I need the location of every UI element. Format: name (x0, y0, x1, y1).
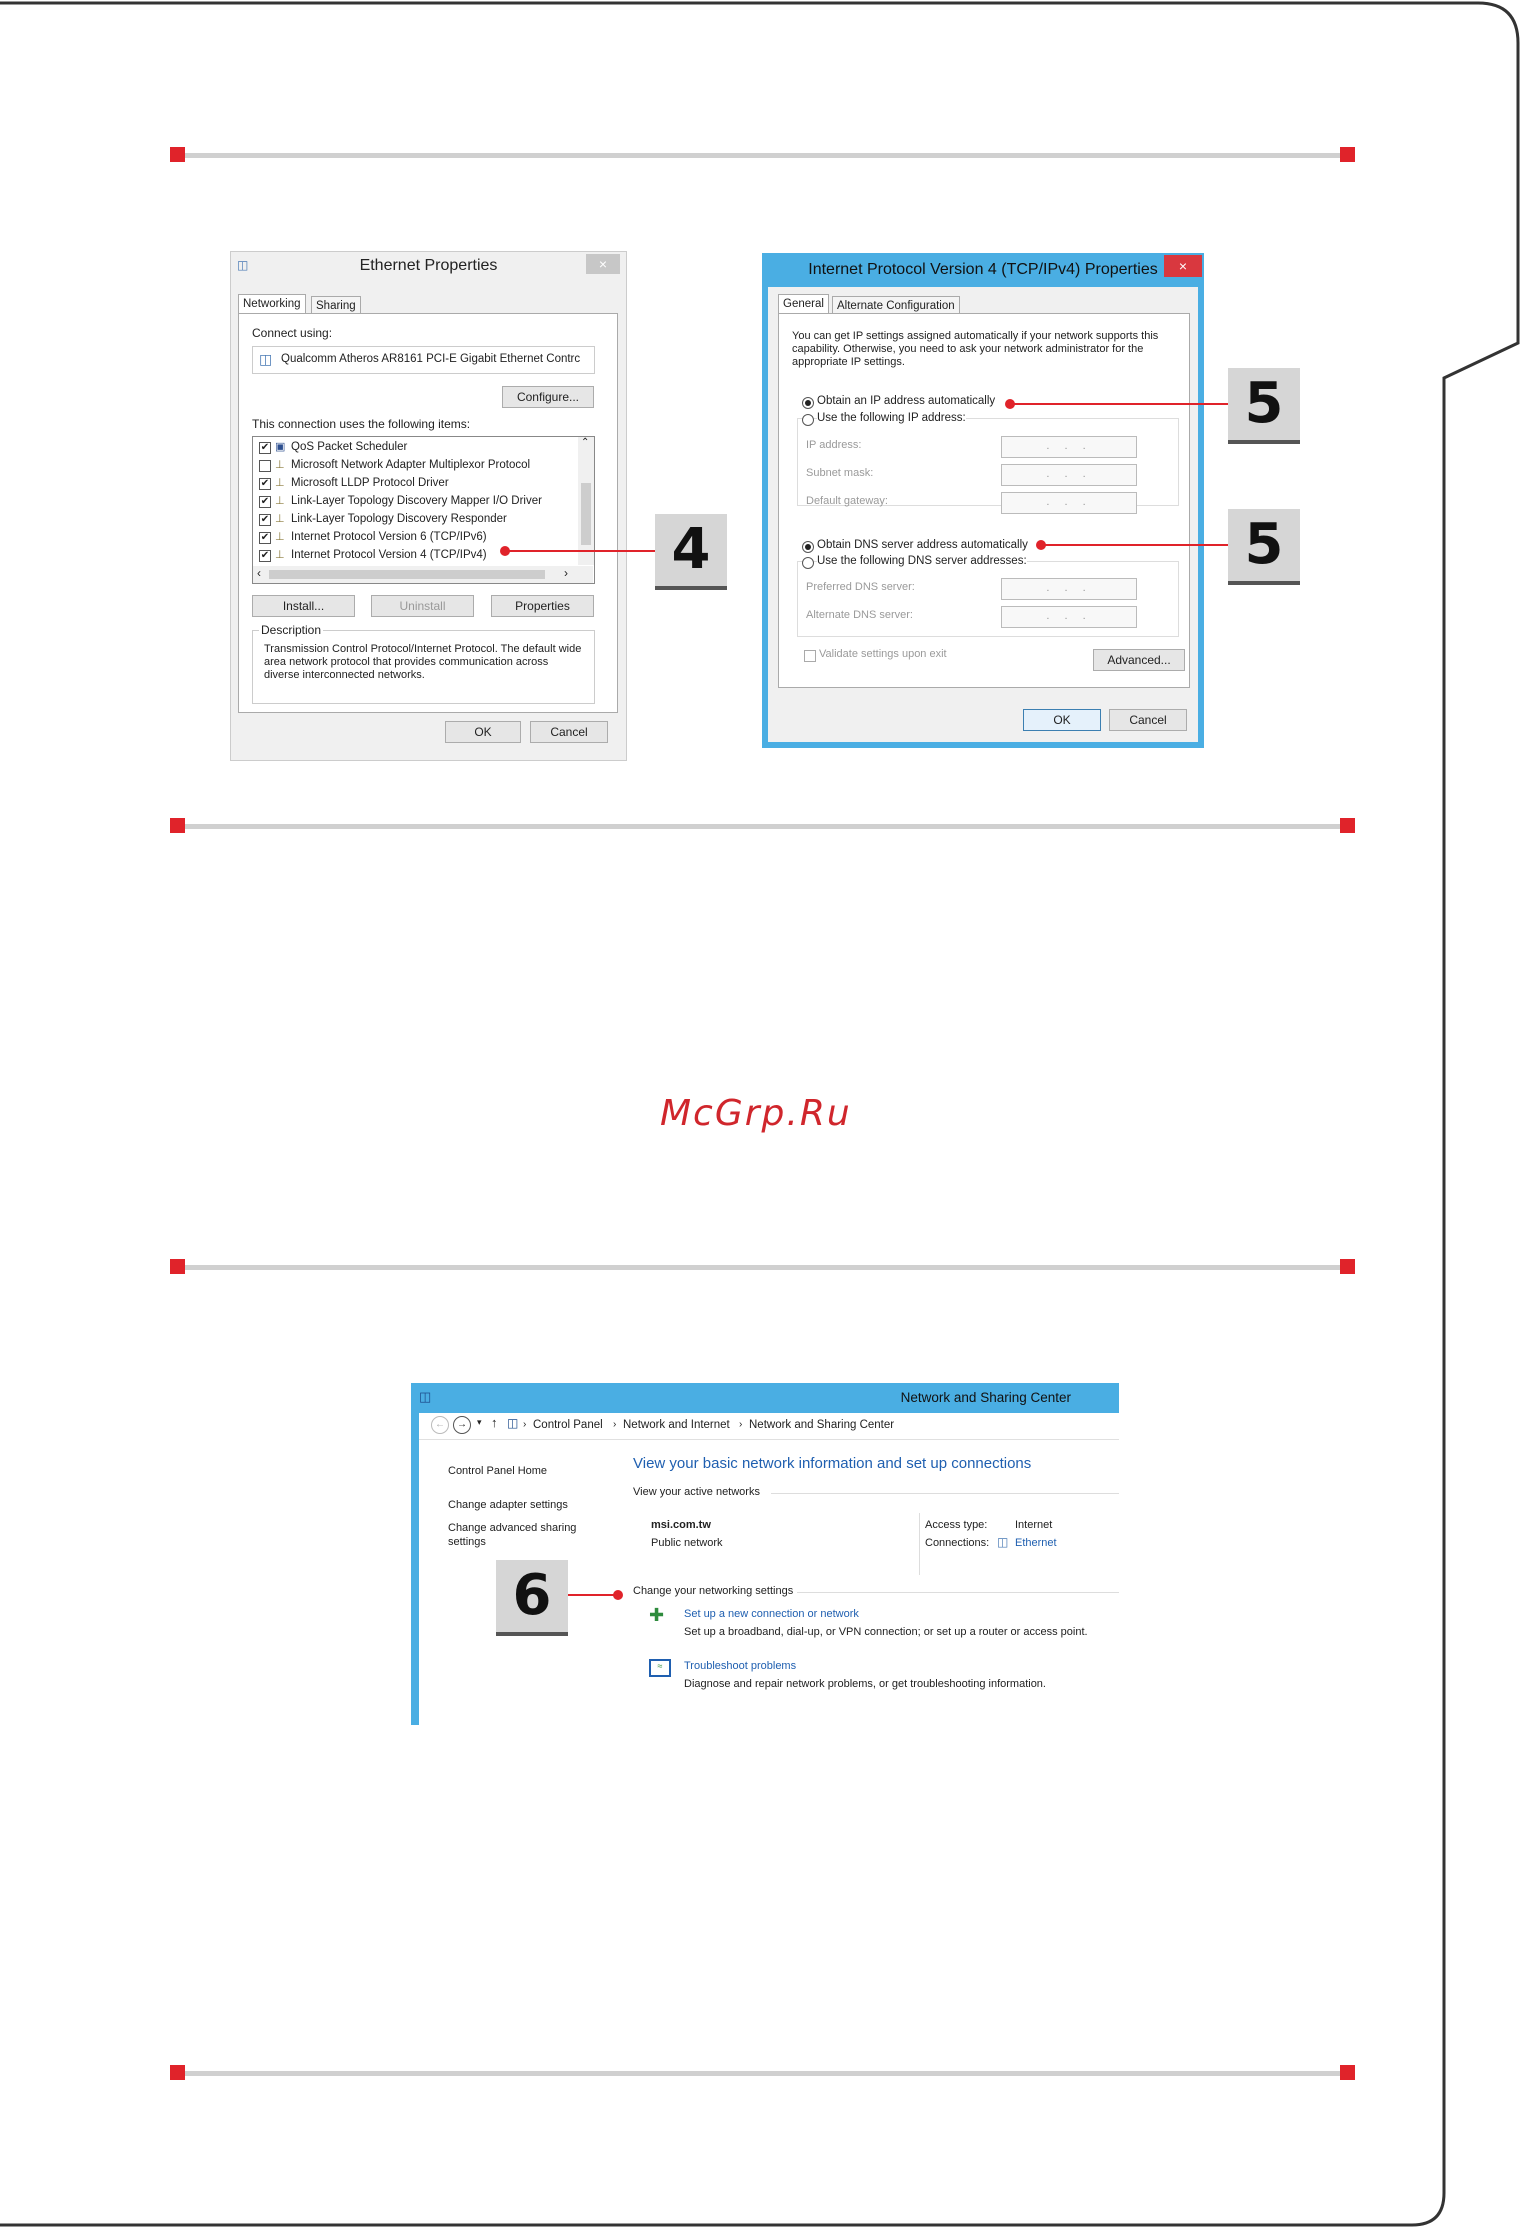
callout-5a-line (1010, 403, 1228, 405)
section-rule-4 (170, 2071, 1355, 2076)
connections-label: Connections: (925, 1537, 990, 1549)
tab-alternate-configuration[interactable]: Alternate Configuration (832, 296, 960, 314)
cancel-button[interactable]: Cancel (1109, 709, 1187, 731)
protocol-icon: ⊥ (275, 531, 285, 543)
ok-button[interactable]: OK (445, 721, 521, 743)
horizontal-scrollbar[interactable] (253, 566, 593, 583)
vertical-divider (919, 1513, 920, 1575)
uninstall-button[interactable]: Uninstall (371, 595, 474, 617)
ethernet-icon: ◫ (997, 1535, 1009, 1549)
access-type-value: Internet (1015, 1519, 1053, 1531)
obtain-dns-auto-label[interactable]: Obtain DNS server address automatically (817, 539, 1028, 551)
ip-address-label: IP address: (806, 439, 862, 451)
close-icon: × (598, 256, 608, 272)
item-label: Microsoft Network Adapter Multiplexor Protocol (291, 459, 531, 471)
breadcrumb-sep-icon: › (523, 1419, 527, 1430)
properties-button[interactable]: Properties (491, 595, 594, 617)
validate-label[interactable]: Validate settings upon exit (819, 648, 947, 660)
list-item[interactable] (253, 529, 573, 547)
up-icon[interactable]: ↑ (491, 1415, 498, 1430)
item-label: Link-Layer Topology Discovery Mapper I/O Driver (291, 495, 542, 507)
setup-connection-link[interactable]: Set up a new connection or network (684, 1608, 859, 1620)
breadcrumb-network-internet[interactable]: Network and Internet (623, 1419, 730, 1431)
close-button[interactable] (586, 254, 620, 274)
use-following-ip-radio[interactable] (802, 414, 814, 426)
network-type[interactable]: Public network (651, 1537, 723, 1549)
default-gateway-label: Default gateway: (806, 495, 888, 507)
item-checkbox[interactable]: ✔ (260, 514, 270, 525)
scroll-up-icon[interactable]: ⌃ (581, 437, 590, 448)
networking-panel (238, 313, 618, 713)
section-rule-1 (170, 153, 1355, 158)
protocol-icon: ⊥ (275, 459, 285, 471)
item-label: QoS Packet Scheduler (291, 441, 408, 453)
network-name: msi.com.tw (651, 1519, 711, 1531)
list-item[interactable] (253, 439, 573, 457)
callout-6-line (568, 1594, 618, 1596)
adapter-name: Qualcomm Atheros AR8161 PCI-E Gigabit Ethernet Contrc (281, 353, 581, 365)
callout-6-dot (613, 1590, 623, 1600)
divider (771, 1493, 1119, 1494)
control-panel-icon: ◫ (507, 1416, 519, 1430)
chevron-down-icon[interactable]: ▾ (477, 1417, 482, 1427)
ethernet-properties-dialog (230, 251, 627, 761)
protocol-icon: ⊥ (275, 549, 285, 561)
preferred-dns-label: Preferred DNS server: (806, 581, 915, 593)
protocol-icon: ⊥ (275, 477, 285, 489)
adapter-box (252, 346, 595, 374)
use-following-dns-radio[interactable] (802, 557, 814, 569)
side-link-advanced-sharing[interactable]: Change advanced sharing settings (448, 1522, 577, 1548)
item-label: Microsoft LLDP Protocol Driver (291, 477, 449, 489)
item-checkbox[interactable]: ✔ (260, 532, 270, 543)
window-title: Network and Sharing Center (900, 1390, 1071, 1405)
breadcrumb-nsc[interactable]: Network and Sharing Center (749, 1419, 895, 1431)
obtain-ip-auto-label[interactable]: Obtain an IP address automatically (817, 395, 996, 407)
item-label: Internet Protocol Version 6 (TCP/IPv6) (291, 531, 487, 543)
change-settings-label: Change your networking settings (633, 1585, 794, 1597)
subnet-mask-field[interactable]: . . . (1001, 464, 1137, 486)
obtain-dns-auto-radio[interactable] (802, 541, 814, 553)
preferred-dns-field[interactable]: . . . (1001, 578, 1137, 600)
callout-5b-line (1041, 544, 1228, 546)
troubleshoot-desc: Diagnose and repair network problems, or get troubleshooting information. (684, 1678, 1046, 1690)
item-checkbox[interactable] (259, 460, 271, 472)
scroll-left-icon[interactable]: ‹ (257, 566, 261, 580)
description-group (252, 623, 595, 704)
item-checkbox[interactable]: ✔ (260, 442, 270, 453)
list-item[interactable] (253, 493, 573, 511)
configure-button[interactable]: Configure... (502, 386, 594, 408)
list-item[interactable] (253, 457, 573, 475)
watermark: McGrp.Ru (660, 1093, 852, 1134)
page-heading: View your basic network information and set up connections (633, 1455, 1032, 1472)
obtain-ip-auto-radio[interactable] (802, 397, 814, 409)
connect-using-label: Connect using: (252, 326, 333, 340)
qos-icon: ▣ (275, 441, 286, 453)
item-checkbox[interactable]: ✔ (260, 496, 270, 507)
divider (797, 1592, 1119, 1593)
side-link-control-panel-home[interactable]: Control Panel Home (448, 1465, 548, 1477)
protocol-icon: ⊥ (275, 495, 285, 507)
intro-text: You can get IP settings assigned automatically if your network supports this capability. Otherwise, you need to ask your network administrator for the appropriate IP settings. (792, 330, 1159, 368)
tab-sharing[interactable]: Sharing (311, 296, 361, 314)
breadcrumb-sep-icon: › (739, 1419, 743, 1430)
breadcrumb-control-panel[interactable]: Control Panel (533, 1419, 603, 1431)
use-following-ip-label[interactable]: Use the following IP address: (817, 412, 966, 424)
new-connection-icon: ✚ (649, 1605, 665, 1625)
advanced-button[interactable]: Advanced... (1093, 649, 1185, 671)
item-checkbox[interactable]: ✔ (260, 478, 270, 489)
network-icon: ◫ (237, 258, 249, 272)
titlebar (411, 1383, 1119, 1413)
ipv4-properties-dialog (762, 253, 1204, 748)
dialog-title: Ethernet Properties (231, 252, 626, 280)
subnet-mask-label: Subnet mask: (806, 467, 874, 479)
item-checkbox[interactable]: ✔ (260, 550, 270, 561)
back-icon[interactable]: ← (431, 1416, 449, 1434)
section-rule-2 (170, 824, 1355, 829)
description-text: Transmission Control Protocol/Internet Protocol. The default wide area network protocol that provides communication across diverse interconnected networks. (264, 643, 582, 681)
dialog-title: Internet Protocol Version 4 (TCP/IPv4) Properties (808, 261, 1158, 278)
alternate-dns-field[interactable]: . . . (1001, 606, 1137, 628)
connections-link[interactable]: Ethernet (1015, 1537, 1057, 1549)
callout-5a: 5 (1228, 368, 1300, 444)
scroll-right-icon[interactable]: › (564, 566, 568, 580)
side-link-adapter-settings[interactable]: Change adapter settings (448, 1499, 568, 1511)
section-rule-3 (170, 1265, 1355, 1270)
forward-icon[interactable]: → (453, 1416, 471, 1434)
callout-6: 6 (496, 1560, 568, 1636)
list-item[interactable] (253, 475, 573, 493)
tab-networking[interactable]: Networking (238, 294, 306, 314)
active-networks-label: View your active networks (633, 1486, 760, 1498)
validate-checkbox[interactable] (804, 650, 816, 662)
protocol-icon: ⊥ (275, 513, 285, 525)
left-edge (411, 1413, 419, 1725)
callout-5b: 5 (1228, 509, 1300, 585)
breadcrumb-sep-icon: › (613, 1419, 617, 1430)
use-following-dns-label[interactable]: Use the following DNS server addresses: (817, 555, 1027, 567)
callout-4-line (505, 550, 655, 552)
tab-general[interactable]: General (778, 294, 829, 314)
network-sharing-center-window (411, 1383, 1119, 1725)
access-type-label: Access type: (925, 1519, 988, 1531)
setup-connection-desc: Set up a broadband, dial-up, or VPN connection; or set up a router or access point. (684, 1626, 1088, 1638)
general-panel (778, 313, 1190, 688)
troubleshoot-icon: ≈ (649, 1659, 671, 1677)
troubleshoot-link[interactable]: Troubleshoot problems (684, 1660, 797, 1672)
description-label: Description (261, 623, 322, 637)
cancel-button[interactable]: Cancel (530, 721, 608, 743)
address-bar (419, 1413, 1119, 1440)
list-item[interactable] (253, 511, 573, 529)
install-button[interactable]: Install... (252, 595, 355, 617)
callout-4: 4 (655, 514, 727, 590)
close-button[interactable] (1164, 255, 1202, 277)
item-label: Internet Protocol Version 4 (TCP/IPv4) (291, 549, 487, 561)
alternate-dns-label: Alternate DNS server: (806, 609, 913, 621)
ok-button[interactable]: OK (1023, 709, 1101, 731)
default-gateway-field[interactable]: . . . (1001, 492, 1137, 514)
close-icon: × (1178, 258, 1188, 274)
dialog-body (768, 287, 1198, 742)
item-label: Link-Layer Topology Discovery Responder (291, 513, 507, 525)
vertical-scrollbar[interactable] (578, 437, 594, 565)
network-icon: ◫ (419, 1389, 432, 1404)
items-list (252, 436, 595, 584)
adapter-icon: ◫ (259, 351, 273, 367)
items-label: This connection uses the following items: (252, 417, 471, 431)
ip-address-field[interactable]: . . . (1001, 436, 1137, 458)
